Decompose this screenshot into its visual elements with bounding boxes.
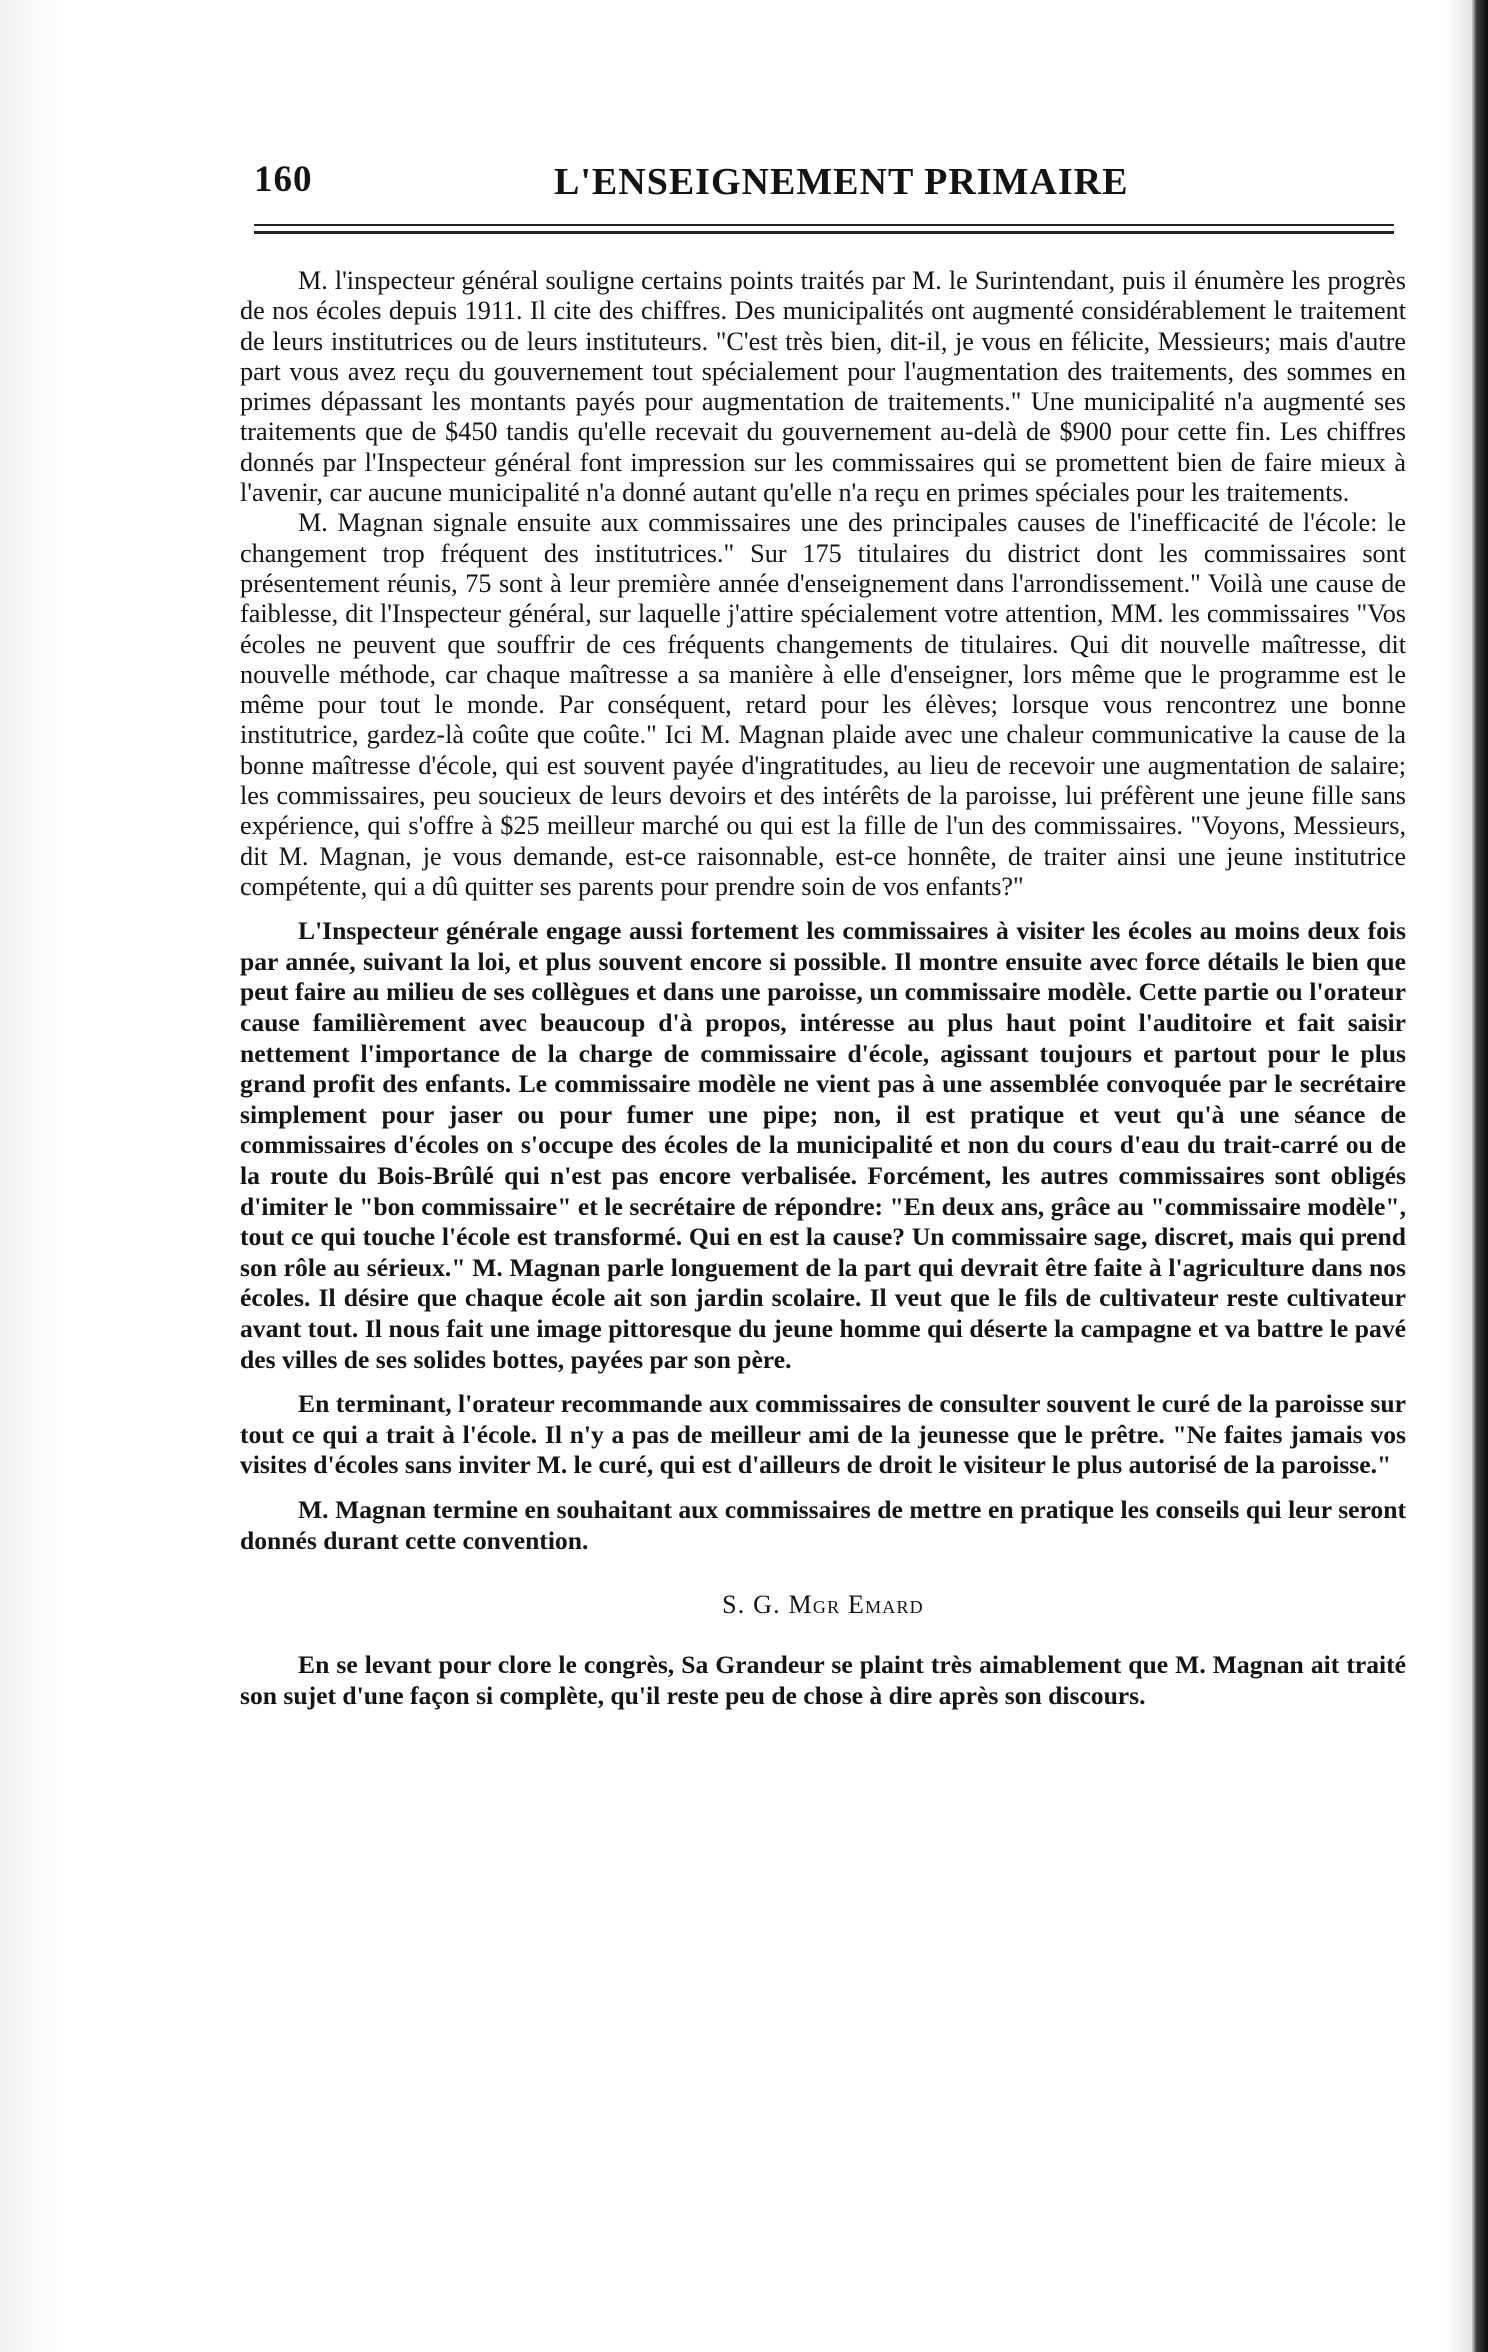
scan-margin-left [0,0,62,2352]
page-header [240,138,1406,212]
closing-paragraph: En se levant pour clore le congrès, Sa Grandeur se plaint très aimablement que M. Magnan ait traité son sujet d'une façon si complète, qu'il reste peu de chose à dire après son discours. [240,1650,1406,1710]
paragraph-3: L'Inspecteur générale engage aussi fortement les commissaires à visiter les écoles au moins deux fois par année, suivant la loi, et plus souvent encore si possible. Il montre ensuite avec force détails le bien que peut faire au milieu de ses collègues et dans une paroisse, un commissaire modèle. Cette partie ou l'orateur cause familièrement avec beaucoup d'à propos, intéresse au plus haut point l'auditoire et fait saisir nettement l'importance de la charge de commissaire d'école, agissant toujours et partout pour le plus grand profit des enfants. Le commissaire modèle ne vient pas à une assemblée convoquée par le secrétaire simplement pour jaser ou pour fumer une pipe; non, il est pratique et veut qu'à une séance de commissaires d'écoles on s'occupe des écoles de la municipalité et non du cours d'eau du trait-carré ou de la route du Bois-Brûlé qui n'est pas encore verbalisée. Forcément, les autres commissaires sont obligés d'imiter le "bon commissaire" et le secrétaire de répondre: "En deux ans, grâce au "commissaire modèle", tout ce qui touche l'école est transformé. Qui en est la cause? Un commissaire sage, discret, mais qui prend son rôle au sérieux." M. Magnan parle longuement de la part qui devrait être faite à l'agriculture dans nos écoles. Il désire que chaque école ait son jardin scolaire. Il veut que le fils de cultivateur reste cultivateur avant tout. Il nous fait une image pittoresque du jeune homme qui déserte la campagne et va battre le pavé des villes de ses solides bottes, payées par son père. [240,916,1406,1374]
header-rule-thin [254,224,1394,226]
page [240,138,1406,1712]
page-number: 160 [254,159,313,200]
article-body [240,266,1406,1712]
scan-border-right [1472,0,1488,2352]
header-rule [254,224,1394,238]
paragraph-5: M. Magnan termine en souhaitant aux commissaires de mettre en pratique les conseils qui leur seront donnés durant cette convention. [240,1494,1406,1555]
header-rule-thick [254,231,1394,234]
paragraph-2: M. Magnan signale ensuite aux commissaires une des principales causes de l'inefficacité de l'école: le changement trop fréquent des institutrices." Sur 175 titulaires du district dont les commissaires sont présentement réunis, 75 sont à leur première année d'enseignement dans l'arrondissement." Voilà une cause de faiblesse, dit l'Inspecteur général, sur laquelle j'attire spécialement votre attention, MM. les commissaires "Vos écoles ne peuvent que souffrir de ces fréquents changements de titulaires. Qui dit nouvelle maîtresse, dit nouvelle méthode, car chaque maîtresse a sa manière à elle d'enseigner, lors même que le programme est le même pour tout le monde. Par conséquent, retard pour les élèves; lorsque vous rencontrez une bonne institutrice, gardez-là coûte que coûte." Ici M. Magnan plaide avec une chaleur communicative la cause de la bonne maîtresse d'école, qui est souvent payée d'ingratitudes, au lieu de recevoir une augmentation de salaire; les commissaires, peu soucieux de leurs devoirs et des intérêts de la paroisse, lui préfèrent une jeune fille sans expérience, qui s'offre à $25 meilleur marché ou qui est la fille de l'un des commissaires. "Voyons, Messieurs, dit M. Magnan, je vous demande, est-ce raisonnable, est-ce honnête, de traiter ainsi une jeune institutrice compétente, qui a dû quitter ses parents pour prendre soin de vos enfants?" [240,508,1406,901]
running-title: L'ENSEIGNEMENT PRIMAIRE [554,161,1129,203]
paragraph-4: En terminant, l'orateur recommande aux commissaires de consulter souvent le curé de la paroisse sur tout ce qui a trait à l'école. Il n'y a pas de meilleur ami de la jeunesse que le prêtre. "Ne faites jamais vos visites d'écoles sans inviter M. le curé, qui est d'ailleurs de droit le visiteur le plus autorisé de la paroisse." [240,1389,1406,1480]
page-edge-shadow [1446,0,1472,2352]
section-heading: S. G. Mgr Emard [722,1590,924,1620]
paragraph-1: M. l'inspecteur général souligne certains points traités par M. le Surintendant, puis il énumère les progrès de nos écoles depuis 1911. Il cite des chiffres. Des municipalités ont augmenté considérablement le traitement de leurs institutrices ou de leurs instituteurs. "C'est très bien, dit-il, je vous en félicite, Messieurs; mais d'autre part vous avez reçu du gouvernement tout spécialement pour l'augmentation des traitements, des sommes en primes dépassant les montants payés pour augmentation de traitements." Une municipalité n'a augmenté ses traitements que de $450 tandis qu'elle recevait du gouvernement au-delà de $900 pour cette fin. Les chiffres donnés par l'Inspecteur général font impression sur les commissaires qui se promettent bien de faire mieux à l'avenir, car aucune municipalité n'a donné autant qu'elle n'a reçu en primes spéciales pour les traitements. [240,266,1406,508]
